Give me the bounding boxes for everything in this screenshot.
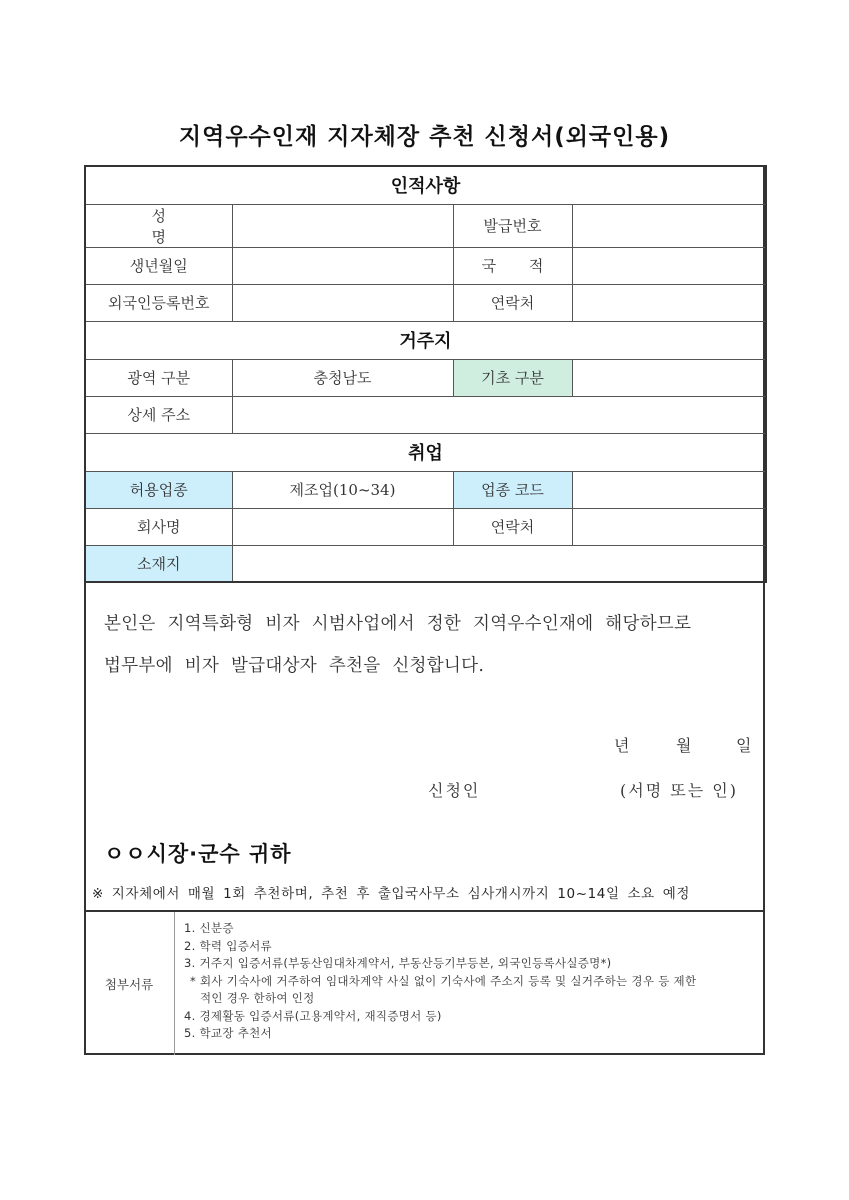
date-day[interactable]: 일 [736,736,752,755]
region-label: 광역 구분 [85,359,232,396]
form-title: 지역우수인재 지자체장 추천 신청서(외국인용) [178,124,671,150]
industry-label: 허용업종 [85,471,232,508]
detail-address-label: 상세 주소 [85,396,232,433]
list-item-note: * 회사 기숙사에 거주하여 임대차계약 사실 없이 기숙사에 주소지 등록 및 실거주하는 경우 등 제한 [190,973,697,988]
alien-registration-label: 외국인등록번호 [85,284,232,321]
attachments-label: 첨부서류 [84,912,175,1055]
section-heading-residence: 거주지 [85,321,766,359]
company-name-field[interactable] [232,508,453,545]
birthdate-label: 생년월일 [85,247,232,284]
date-year[interactable]: 년 [614,736,630,755]
contact-label: 연락처 [453,284,572,321]
basic-district-field[interactable] [572,359,766,396]
issue-number-label: 발급번호 [453,204,572,247]
list-item-note-continued: 적인 경우 한하여 인정 [200,991,315,1005]
list-item: 2. 학력 입증서류 [184,938,272,953]
declaration-text [104,603,754,687]
table-row [85,471,766,508]
signature-hint[interactable]: (서명 또는 인) [620,781,738,800]
table-row [85,396,766,433]
table-row [85,284,766,321]
list-item: 1. 신분증 [184,921,234,935]
birthdate-field[interactable] [232,247,453,284]
recipient: ㅇㅇ시장·군수 귀하 [104,842,292,866]
contact-field[interactable] [572,284,766,321]
table-row [85,204,766,247]
company-contact-field[interactable] [572,508,766,545]
table-row [85,545,766,582]
detail-address-field[interactable] [232,396,766,433]
alien-registration-field[interactable] [232,284,453,321]
attachments-section [84,910,765,1055]
nationality-label: 국 적 [453,247,572,284]
date-month[interactable]: 월 [676,736,692,755]
basic-district-label: 기초 구분 [453,359,572,396]
industry-code-field[interactable] [572,471,766,508]
name-label: 성 명 [85,204,232,247]
processing-notice: ※ 지자체에서 매월 1회 추천하며, 추천 후 출입국사무소 심사개시까지 10~14일 소요 예정 [92,886,690,902]
table-row [85,247,766,284]
list-item: 5. 학교장 추천서 [184,1026,272,1040]
region-field[interactable]: 충청남도 [232,359,453,396]
application-form-table [84,165,767,583]
attachments-list [184,920,759,1043]
nationality-field[interactable] [572,247,766,284]
declaration-line-1: 본인은 지역특화형 비자 시범사업에서 정한 지역우수인재에 해당하므로 [104,614,692,634]
section-heading-personal: 인적사항 [85,166,766,204]
applicant-label: 신청인 [428,781,481,800]
list-item: 4. 경제활동 입증서류(고용계약서, 재직증명서 등) [184,1008,442,1023]
table-row [85,359,766,396]
declaration-line-2: 법무부에 비자 발급대상자 추천을 신청합니다. [104,656,485,676]
industry-field[interactable]: 제조업(10~34) [232,471,453,508]
list-item: 3. 거주지 입증서류(부동산임대차계약서, 부동산등기부등본, 외국인등록사실증명*) [184,956,612,970]
industry-code-label: 업종 코드 [453,471,572,508]
company-location-field[interactable] [232,545,766,582]
company-name-label: 회사명 [85,508,232,545]
section-heading-employment: 취업 [85,433,766,471]
issue-number-field[interactable] [572,204,766,247]
name-field[interactable] [232,204,453,247]
company-location-label: 소재지 [85,545,232,582]
company-contact-label: 연락처 [453,508,572,545]
table-row [85,508,766,545]
